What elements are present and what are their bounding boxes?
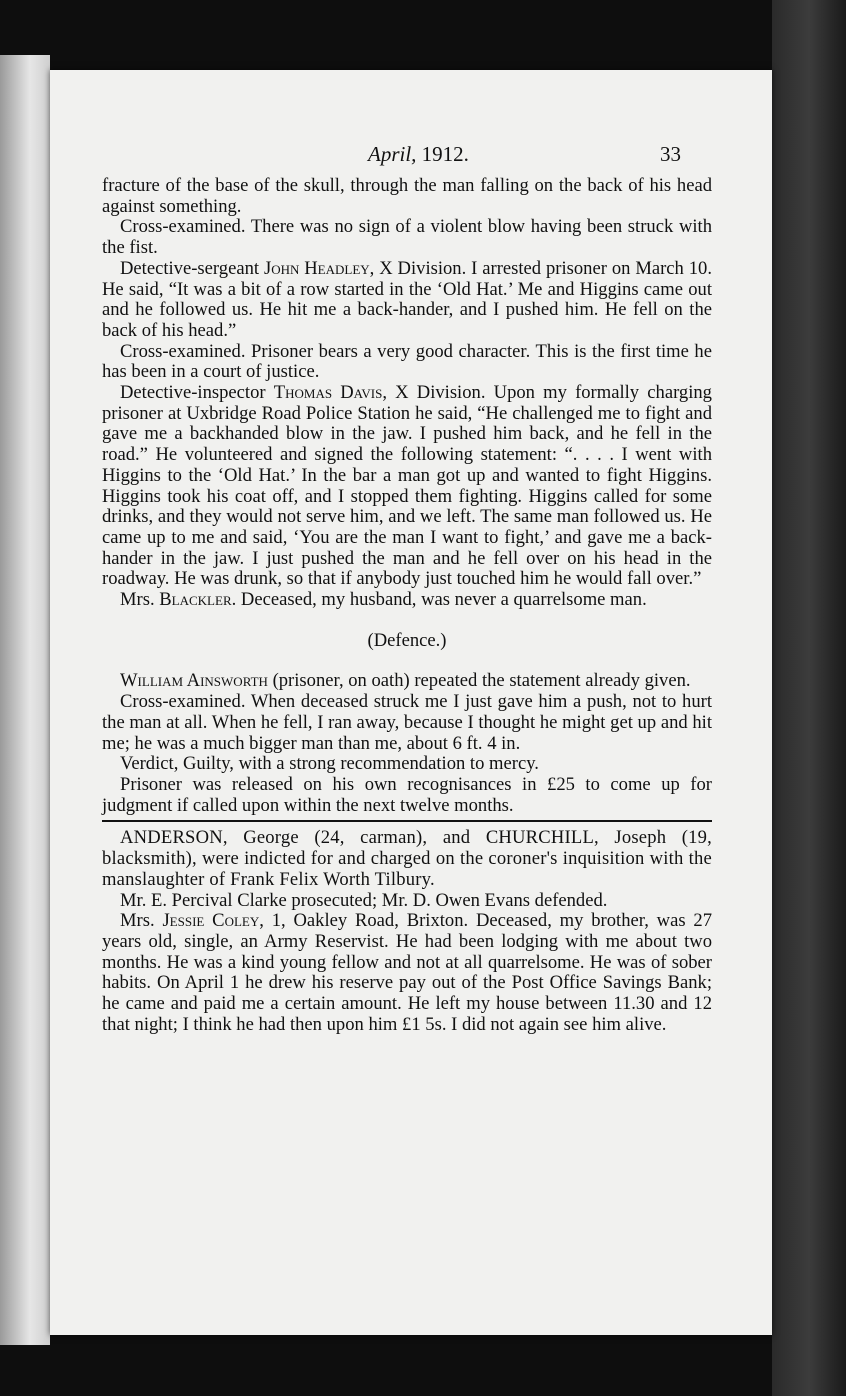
paragraph-indictment: ANDERSON, George (24, carman), and CHURCHILL, Joseph (19, blacksmith), were indicted for and charged on the coroner's inquisition with the manslaughter of Frank Felix Worth Tilbury. — [102, 827, 712, 890]
paragraph-verdict: Verdict, Guilty, with a strong recommendation to mercy. — [120, 753, 539, 775]
paragraph-cross-examined-3: Cross-examined. When deceased struck me I just gave him a push, not to hurt the man at all. When he fell, I ran away, because I thought he might get up and hit me; he was a much bigger man than me, about 6 ft. 4 in. — [102, 691, 712, 754]
running-header — [50, 142, 772, 170]
previous-page-edge — [0, 55, 50, 1345]
paragraph-continuation: fracture of the base of the skull, through the man falling on the back of his head against something. — [102, 175, 712, 217]
defence-heading: (Defence.) — [367, 629, 447, 651]
witness-name: William Ainsworth — [120, 670, 268, 692]
witness-name: Thomas Davis — [273, 382, 383, 404]
paragraph-blackler: Mrs. Blackler. Deceased, my husband, was never a quarrelsome man. — [120, 589, 647, 611]
paragraph-cross-examined-1: Cross-examined. There was no sign of a violent blow having been struck with the fist. — [102, 216, 712, 259]
paragraph-headley: Detective-sergeant John Headley, X Division. I arrested prisoner on March 10. He said, “It was a bit of a row started in the ‘Old Hat.’ Me and Higgins came out and he followed us. He hit me a back-hander, and I pushed him. He fell on the back of his head.” — [102, 257, 712, 341]
witness-name: John Headley — [263, 257, 370, 279]
paragraph-ainsworth: William Ainsworth (prisoner, on oath) repeated the statement already given. — [120, 670, 691, 692]
page-number: 33 — [660, 142, 681, 166]
witness-name: Blackler — [159, 589, 232, 611]
case-divider — [102, 820, 712, 822]
paragraph-davis: Detective-inspector Thomas Davis, X Division. Upon my formally charging prisoner at Uxbridge Road Police Station he said, “He challenged me to fight and gave me a backhanded blow in the jaw. I pushed him back, and he fell in the road.” He volunteered and signed the following statement: “. . . . I went with Higgins to the ‘Old Hat.’ In the bar a man got up and wanted to fight Higgins. Higgins took his coat off, and I stopped them fighting. Higgins called for some drinks, and they would not serve him, and we left. The same man followed us. He came up to me and said, ‘You are the man I want to fight,’ and gave me a back-hander in the jaw. I just pushed the man and he fell over on his head in the roadway. He was drunk, so that if anybody just touched him he would fall over.” — [102, 382, 712, 590]
witness-name: Jessie Coley — [162, 910, 260, 932]
paragraph-sentence: Prisoner was released on his own recognisances in £25 to come up for judgment if called upon within the next twelve months. — [102, 773, 712, 816]
paragraph-coley: Mrs. Jessie Coley, 1, Oakley Road, Brixton. Deceased, my brother, was 27 years old, single, an Army Reservist. He had been lodging with me about two months. He was a kind young fellow and not at all quarrelsome. He was of sober habits. On April 1 he drew his reserve pay out of the Post Office Savings Bank; he came and paid me a certain amount. He left my house between 11.30 and 12 that night; I think he had then upon him £1 5s. I did not again see him alive. — [102, 910, 712, 1035]
book-page — [50, 70, 772, 1335]
paragraph-cross-examined-2: Cross-examined. Prisoner bears a very good character. This is the first time he has been in a court of justice. — [102, 340, 712, 383]
paragraph-counsel: Mr. E. Percival Clarke prosecuted; Mr. D. Owen Evans defended. — [120, 889, 608, 911]
header-date: April, 1912. — [368, 142, 469, 166]
page-body — [102, 176, 712, 1035]
scan-background-right — [772, 0, 846, 1396]
